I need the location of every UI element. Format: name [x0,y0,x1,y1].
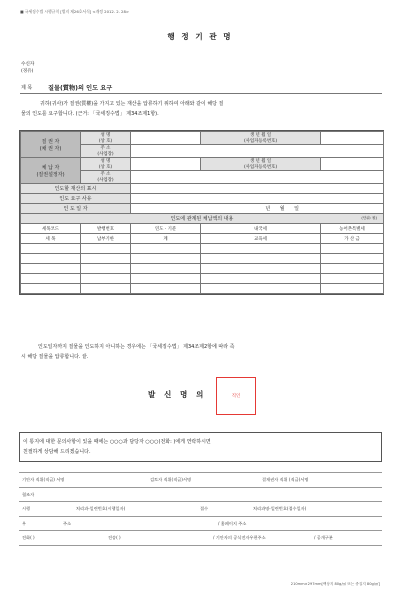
arrears-row[interactable] [21,244,384,254]
official-seal-label: 직인 [231,394,241,399]
arrears-title-cell [21,214,384,224]
debtor-birth-field[interactable] [321,158,384,171]
reviewer-signature: 검토자 직위(직급)서명 [150,477,192,482]
debtor-birth-label: 생 년 월 일 (사업자등록번호) [201,158,321,171]
debtor-address-field[interactable] [131,171,384,184]
footer-line-2: 시 해당 질물을 압류합니다. 끝. [21,354,89,360]
receipt-label: 접수 [200,506,209,511]
subject-label: 제 목 [21,85,33,91]
creditor-birth-label: 생 년 월 일 (사업자등록번호) [201,132,321,145]
address-label: 주소 [63,521,72,526]
postal-code-label: 우 [22,521,27,526]
arrears-title: 인도에 관계된 체납액의 내용 [170,216,234,222]
col-internal-tax: 내국세 [201,224,321,234]
creditor-label: 질 권 자 [41,138,60,145]
creditor-birth-field[interactable] [321,132,384,145]
col-education-tax: 교육세 [201,234,321,244]
approval-top-rule [19,472,382,473]
arrears-row[interactable] [21,274,384,284]
approver-signature: 결재권자 직위 (직급)서명 [262,477,309,482]
debtor-name-label: 성 명 (상 호) [81,158,131,171]
arrears-header-row-2 [21,234,384,244]
recipient-label: 수신자 [21,62,35,67]
subject-divider [20,93,382,94]
drafter-signature: 기안자 직위(직급) 서명 [22,477,65,482]
delivery-date-label: 인 도 일 자 [21,204,131,214]
disclosure-label: / 공개구분 [314,535,333,540]
arrears-row[interactable] [21,264,384,274]
debtor-label: 체 납 자 [41,164,60,171]
fax-label: 전송( ) [108,535,121,540]
col-tax-code: 세목코드 [21,224,81,234]
inquiry-notice-box [19,432,382,462]
creditor-name-field[interactable] [131,132,201,145]
col-due-date: 납부기한 [81,234,131,244]
col-rural-special-tax: 농어촌특별세 [321,224,384,234]
approval-rule-4 [19,530,382,531]
approval-rule-3 [19,516,382,517]
col-tax-item: 세 목 [21,234,81,244]
arrears-row[interactable] [21,284,384,294]
debtor-address-label: 주 소 (사업장) [81,171,131,184]
arrears-header-row-1 [21,224,384,234]
regulation-line: ■ 국세징수법 시행규칙 [별지 제26호서식] <개정 2012. 2. 28> [20,9,130,14]
agency-title: 행 정 기 관 명 [167,32,233,41]
debtor-label-cell [21,158,81,184]
delivery-date-value: 년 월 일 [265,206,303,212]
property-field[interactable] [131,184,384,194]
debtor-sub: (질권설정자) [36,171,65,178]
recipient-via: (경유) [21,69,34,74]
col-total: 계 [131,234,201,244]
reason-field[interactable] [131,194,384,204]
approval-rule-1 [19,487,382,488]
receipt-number: 처리과명-일련번호(접수일자) [253,506,307,511]
main-form-table [19,130,384,295]
creditor-address-field[interactable] [131,145,384,158]
footer-line-1: 인도일자까지 질물을 인도하지 아니하는 경우에는 「국세징수법」 제34조제2항에 따라 즉 [38,344,235,350]
property-label: 인도할 재산의 표시 [21,184,131,194]
homepage-label: / 홈페이지 주소 [218,521,247,526]
delivery-date-field[interactable] [131,204,384,214]
col-issue-number: 발행번호 [81,224,131,234]
col-year-period: 연도 · 기분 [131,224,201,234]
sender-name: 발 신 명 의 [148,390,207,399]
drafter-email-label: / 기안자의 공식전자우편주소 [213,535,266,540]
creditor-label-cell [21,132,81,158]
creditor-sub: (채 권 자) [39,145,62,152]
cooperator-label: 협조자 [22,492,35,497]
arrears-unit: (단위: 원) [361,216,377,220]
creditor-name-label: 성 명 (상 호) [81,132,131,145]
body-line-2: 물의 인도를 요구합니다. (근거: 「국세징수법」 제34조제1항). [21,111,159,117]
approval-bottom-rule [19,545,382,546]
subject-text: 질물(質物)의 인도 요구 [48,85,113,92]
debtor-name-field[interactable] [131,158,201,171]
inquiry-notice-line-1: 이 통지에 대한 문의사항이 있을 때에는 ○○○과 담당자 ○○○(전화: )에게 연락하시면 [23,439,211,445]
body-line-1: 귀하(귀사)가 질권(質權)을 가지고 있는 재산을 압류하기 위하여 아래와 같이 해당 질 [40,101,224,107]
inquiry-notice-line-2: 친절하게 상담해 드리겠습니다. [23,449,91,455]
col-additional-charge: 가 산 금 [321,234,384,244]
arrears-row[interactable] [21,254,384,264]
paper-spec: 210mm×297mm[백상지 80g/㎡ 또는 중질지 80g/㎡] [290,582,380,586]
approval-rule-2 [19,501,382,502]
enforcement-label: 시행 [22,506,31,511]
reason-label: 인도 요구 사유 [21,194,131,204]
enforcement-number: 처리과-일련번호(시행일자) [76,506,126,511]
phone-label: 전화( ) [22,535,35,540]
creditor-address-label: 주 소 (사업장) [81,145,131,158]
